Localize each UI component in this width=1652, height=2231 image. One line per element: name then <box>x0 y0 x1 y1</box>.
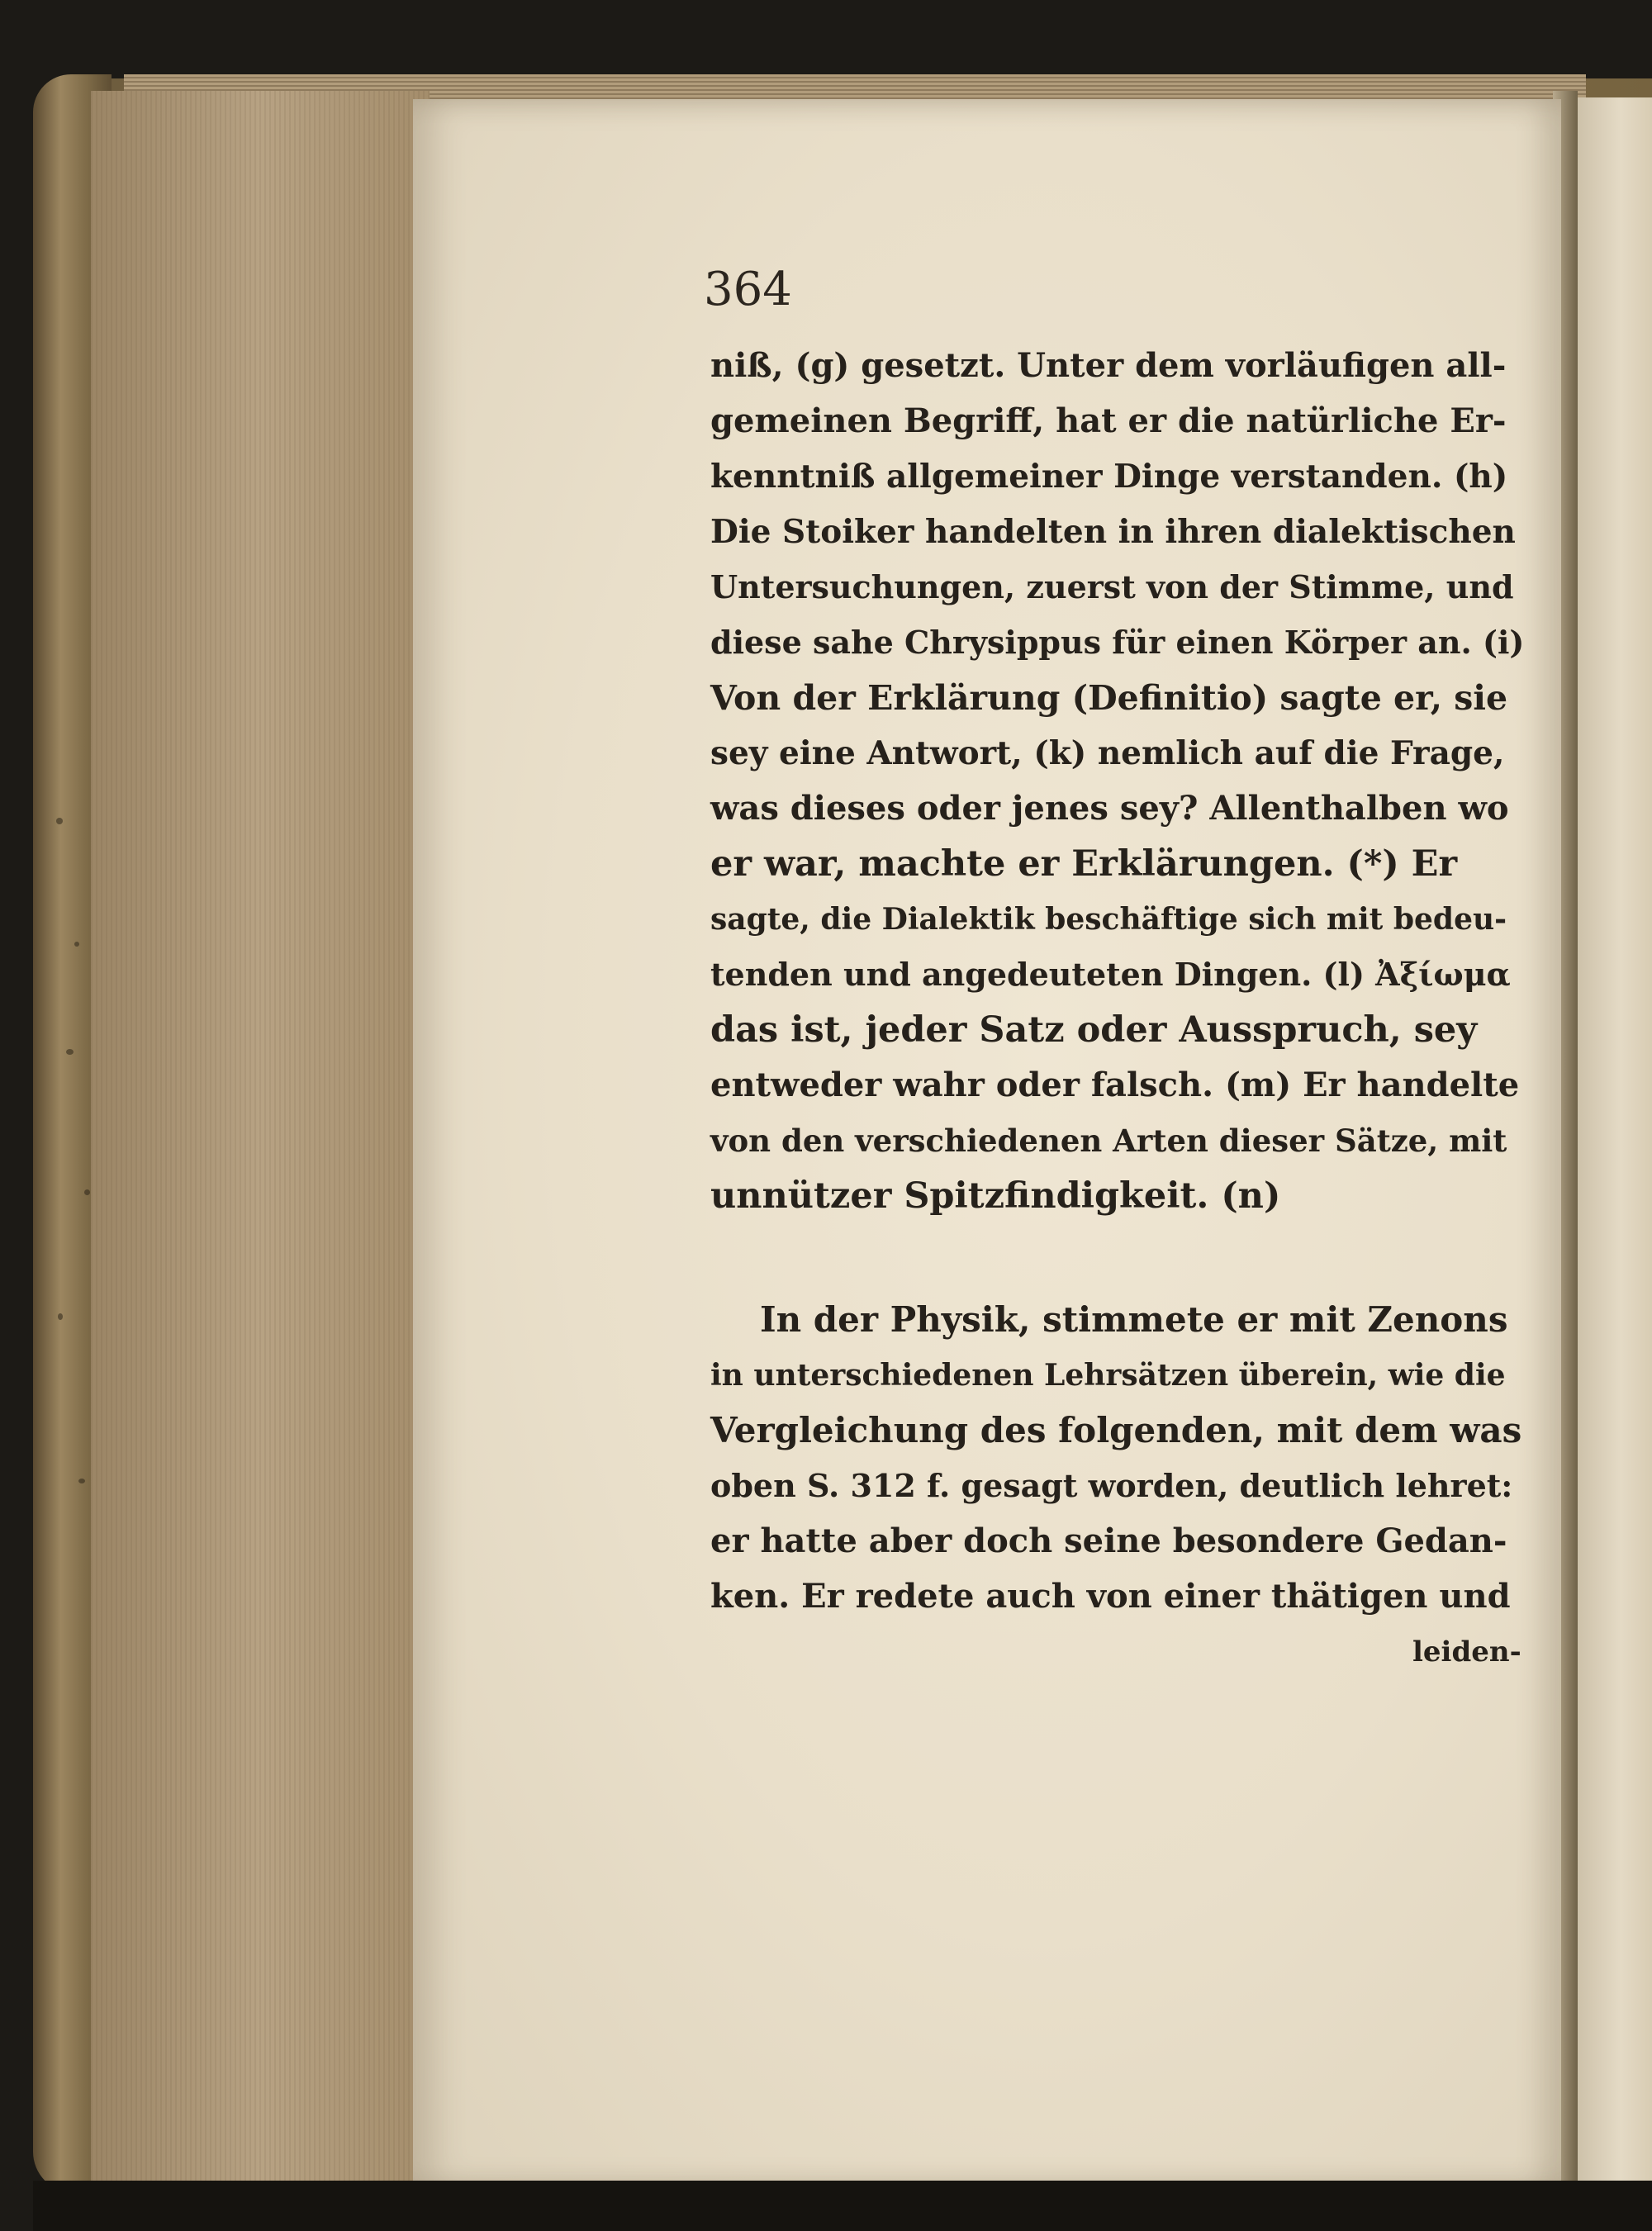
catchword: leiden- <box>1412 1635 1521 1669</box>
page-number: 364 <box>704 263 792 316</box>
text-line: sagte, die Dialektik beschäftige sich mit bedeu- <box>710 902 1507 937</box>
text-line: was dieses oder jenes sey? Allenthalben wo <box>710 789 1509 828</box>
text-line: in unterschiedenen Lehrsätzen überein, wie die <box>710 1358 1506 1393</box>
text-line: gemeinen Begriff, hat er die natürliche Er- <box>710 401 1507 440</box>
text-line: von den verschiedenen Arten dieser Sätze, mit <box>710 1123 1507 1159</box>
text-line: entweder wahr oder falsch. (m) Er handelte <box>710 1066 1520 1104</box>
text-line: er war, machte er Erklärungen. (*) Er <box>710 843 1458 885</box>
text-line: Untersuchungen, zuerst von der Stimme, und <box>710 568 1514 605</box>
page-block-fore-edge <box>91 91 430 2197</box>
text-line: er hatte aber doch seine besondere Gedan- <box>710 1521 1507 1560</box>
text-line: oben S. 312 f. gesagt worden, deutlich lehret: <box>710 1467 1513 1504</box>
text-line: niß, (g) gesetzt. Unter dem vorläufigen all- <box>710 346 1507 385</box>
text-line: Die Stoiker handelten in ihren dialektischen <box>710 513 1516 551</box>
text-line: ken. Er redete auch von einer thätigen und <box>710 1577 1511 1616</box>
foxing-spot <box>56 818 63 824</box>
text-line: diese sahe Chrysippus für einen Körper an. (i) <box>710 624 1525 661</box>
foxing-spot <box>78 1479 85 1483</box>
foxing-spot <box>84 1189 90 1195</box>
text-line: das ist, jeder Satz oder Ausspruch, sey <box>710 1009 1478 1051</box>
text-line: unnützer Spitzfindigkeit. (n) <box>710 1175 1281 1217</box>
table-shadow <box>33 2181 1652 2231</box>
foxing-spot <box>74 942 79 947</box>
text-line: kenntniß allgemeiner Dinge verstanden. (h) <box>710 458 1508 496</box>
text-line: sey eine Antwort, (k) nemlich auf die Frage, <box>710 734 1505 772</box>
text-line: tenden und angedeuteten Dingen. (l) Ἀξίωμα <box>710 956 1511 993</box>
foxing-spot <box>58 1313 63 1320</box>
text-line: Von der Erklärung (Definitio) sagte er, sie <box>710 678 1508 718</box>
text-line: In der Physik, stimmete er mit Zenons <box>760 1299 1508 1340</box>
text-line: Vergleichung des folgenden, mit dem was <box>710 1410 1522 1450</box>
foxing-spot <box>66 1049 74 1055</box>
facing-page <box>1574 97 1652 2187</box>
